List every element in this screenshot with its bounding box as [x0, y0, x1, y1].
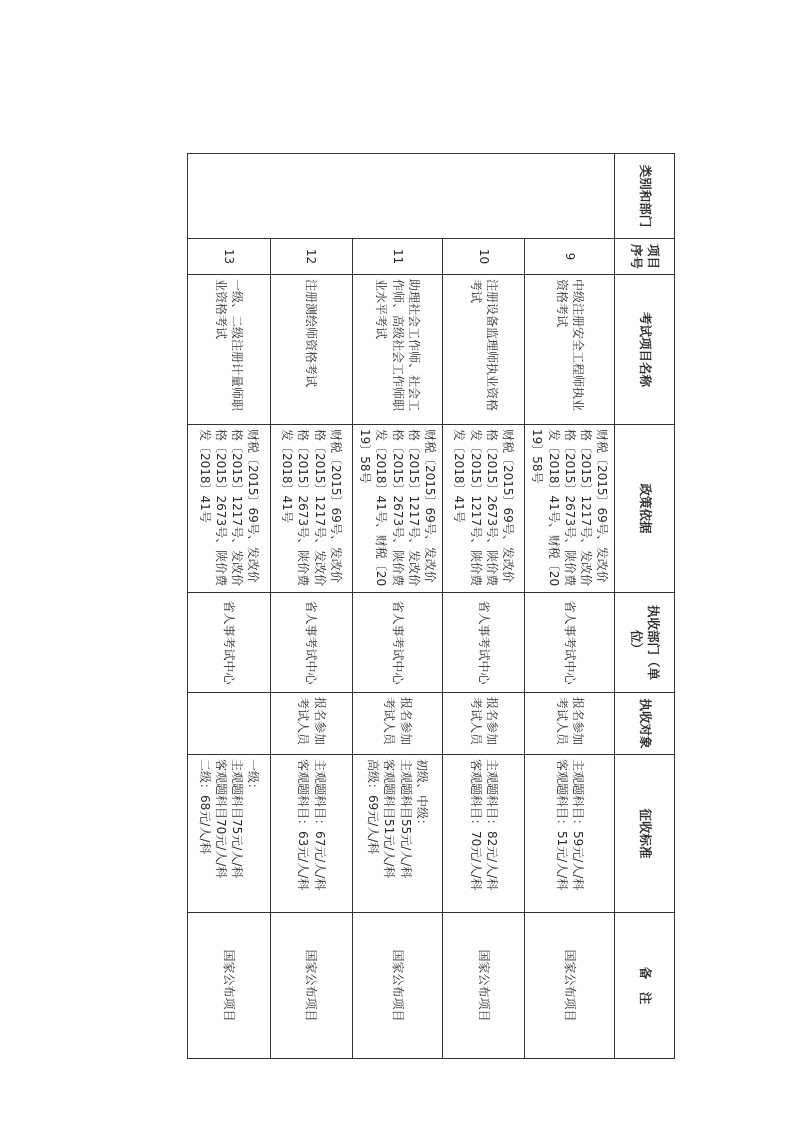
- policy-basis-cell: 财税〔2015〕69号、发改价格〔2015〕1217号、发改价格〔2015〕2673号、陕价费发〔2018〕41号、财税〔2019〕58号: [525, 425, 615, 593]
- collecting-dept-cell: 省人事考试中心: [270, 593, 353, 693]
- item-no-cell: 11: [353, 239, 443, 275]
- standard-line: 二级：68元/人/科: [197, 759, 212, 855]
- header-item-no: 项目序号: [615, 239, 675, 275]
- table-row: [442, 154, 525, 1059]
- standard-line: 客观题科目：70元/人/科: [468, 759, 483, 891]
- target-cell: 报名参加考试人员: [442, 693, 525, 755]
- remark-cell: 国家公布项目: [525, 913, 615, 1059]
- standard-line: 主观题科目75元/人/科: [229, 759, 244, 879]
- table-row: [525, 154, 615, 1059]
- exam-fee-table: [187, 153, 675, 1059]
- standard-line: 客观题科目51元/人/科: [382, 759, 397, 879]
- item-no-cell: 13: [188, 239, 271, 275]
- header-exam-name: 考试项目名称: [615, 275, 675, 425]
- target-cell: [188, 693, 271, 755]
- target-cell: 报名参加考试人员: [270, 693, 353, 755]
- header-remarks: 备 注: [615, 913, 675, 1059]
- collecting-dept-cell: 省人事考试中心: [353, 593, 443, 693]
- table-header-row: [615, 154, 675, 1059]
- exam-name-cell: 一级、二级注册计量师职业资格考试: [188, 275, 271, 425]
- standard-line: 初级、中级：: [414, 759, 429, 832]
- standard-line: 主观题科目：59元/人/科: [570, 759, 585, 891]
- header-standard: 征收标准: [615, 755, 675, 913]
- remark-cell: 国家公布项目: [270, 913, 353, 1059]
- item-no-cell: 9: [525, 239, 615, 275]
- exam-name-cell: 助理社会工作师、社会工作师、高级社会工作师职业水平考试: [353, 275, 443, 425]
- policy-basis-cell: 财税〔2015〕69号、发改价格〔2015〕1217号、发改价格〔2015〕2673号、陕价费发〔2018〕41号、财税〔2019〕58号: [353, 425, 443, 593]
- table-row: [188, 154, 271, 1059]
- header-policy-basis: 政策依据: [615, 425, 675, 593]
- policy-basis-cell: 财税〔2015〕69号、发改价格〔2015〕1217号、发改价格〔2015〕2673号、陕价费发〔2018〕41号: [270, 425, 353, 593]
- item-no-cell: 10: [442, 239, 525, 275]
- standard-line: 客观题科目：63元/人/科: [296, 759, 311, 891]
- table-row: [270, 154, 353, 1059]
- remark-cell: 国家公布项目: [188, 913, 271, 1059]
- standard-line: 一级：: [246, 759, 261, 796]
- exam-name-cell: 中级注册安全工程师执业资格考试: [525, 275, 615, 425]
- target-cell: 报名参加考试人员: [525, 693, 615, 755]
- rotated-page-content: [187, 153, 675, 1058]
- policy-basis-cell: 财税〔2015〕69号、发改价格〔2015〕1217号、发改价格〔2015〕2673号、陕价费发〔2018〕41号: [188, 425, 271, 593]
- collecting-dept-cell: 省人事考试中心: [442, 593, 525, 693]
- standard-line: 主观题科目：82元/人/科: [484, 759, 499, 891]
- header-category: 类别和部门: [615, 154, 675, 239]
- standard-cell: [442, 755, 525, 913]
- target-cell: 报名参加考试人员: [353, 693, 443, 755]
- item-no-cell: 12: [270, 239, 353, 275]
- category-cell: [188, 154, 615, 239]
- standard-cell: [353, 755, 443, 913]
- remark-cell: 国家公布项目: [442, 913, 525, 1059]
- standard-line: 客观题科目：51元/人/科: [554, 759, 569, 891]
- standard-line: 主观题科目55元/人/科: [398, 759, 413, 879]
- standard-line: 主观题科目：67元/人/科: [312, 759, 327, 891]
- standard-cell: [525, 755, 615, 913]
- standard-line: 客观题科目70元/人/科: [213, 759, 228, 879]
- exam-name-cell: 注册测绘师资格考试: [270, 275, 353, 425]
- header-target: 执收对象: [615, 693, 675, 755]
- header-collecting-dept: 执收部门（单位）: [615, 593, 675, 693]
- collecting-dept-cell: 省人事考试中心: [188, 593, 271, 693]
- exam-name-cell: 注册设备监理师执业资格考试: [442, 275, 525, 425]
- policy-basis-cell: 财税〔2015〕69号、发改价格〔2015〕2673号、陕价费发〔2015〕1217号、陕价费发〔2018〕41号: [442, 425, 525, 593]
- standard-cell: [270, 755, 353, 913]
- remark-cell: 国家公布项目: [353, 913, 443, 1059]
- collecting-dept-cell: 省人事考试中心: [525, 593, 615, 693]
- table-row: [353, 154, 443, 1059]
- standard-line: 高级：69元/人/科: [366, 759, 381, 855]
- standard-cell: [188, 755, 271, 913]
